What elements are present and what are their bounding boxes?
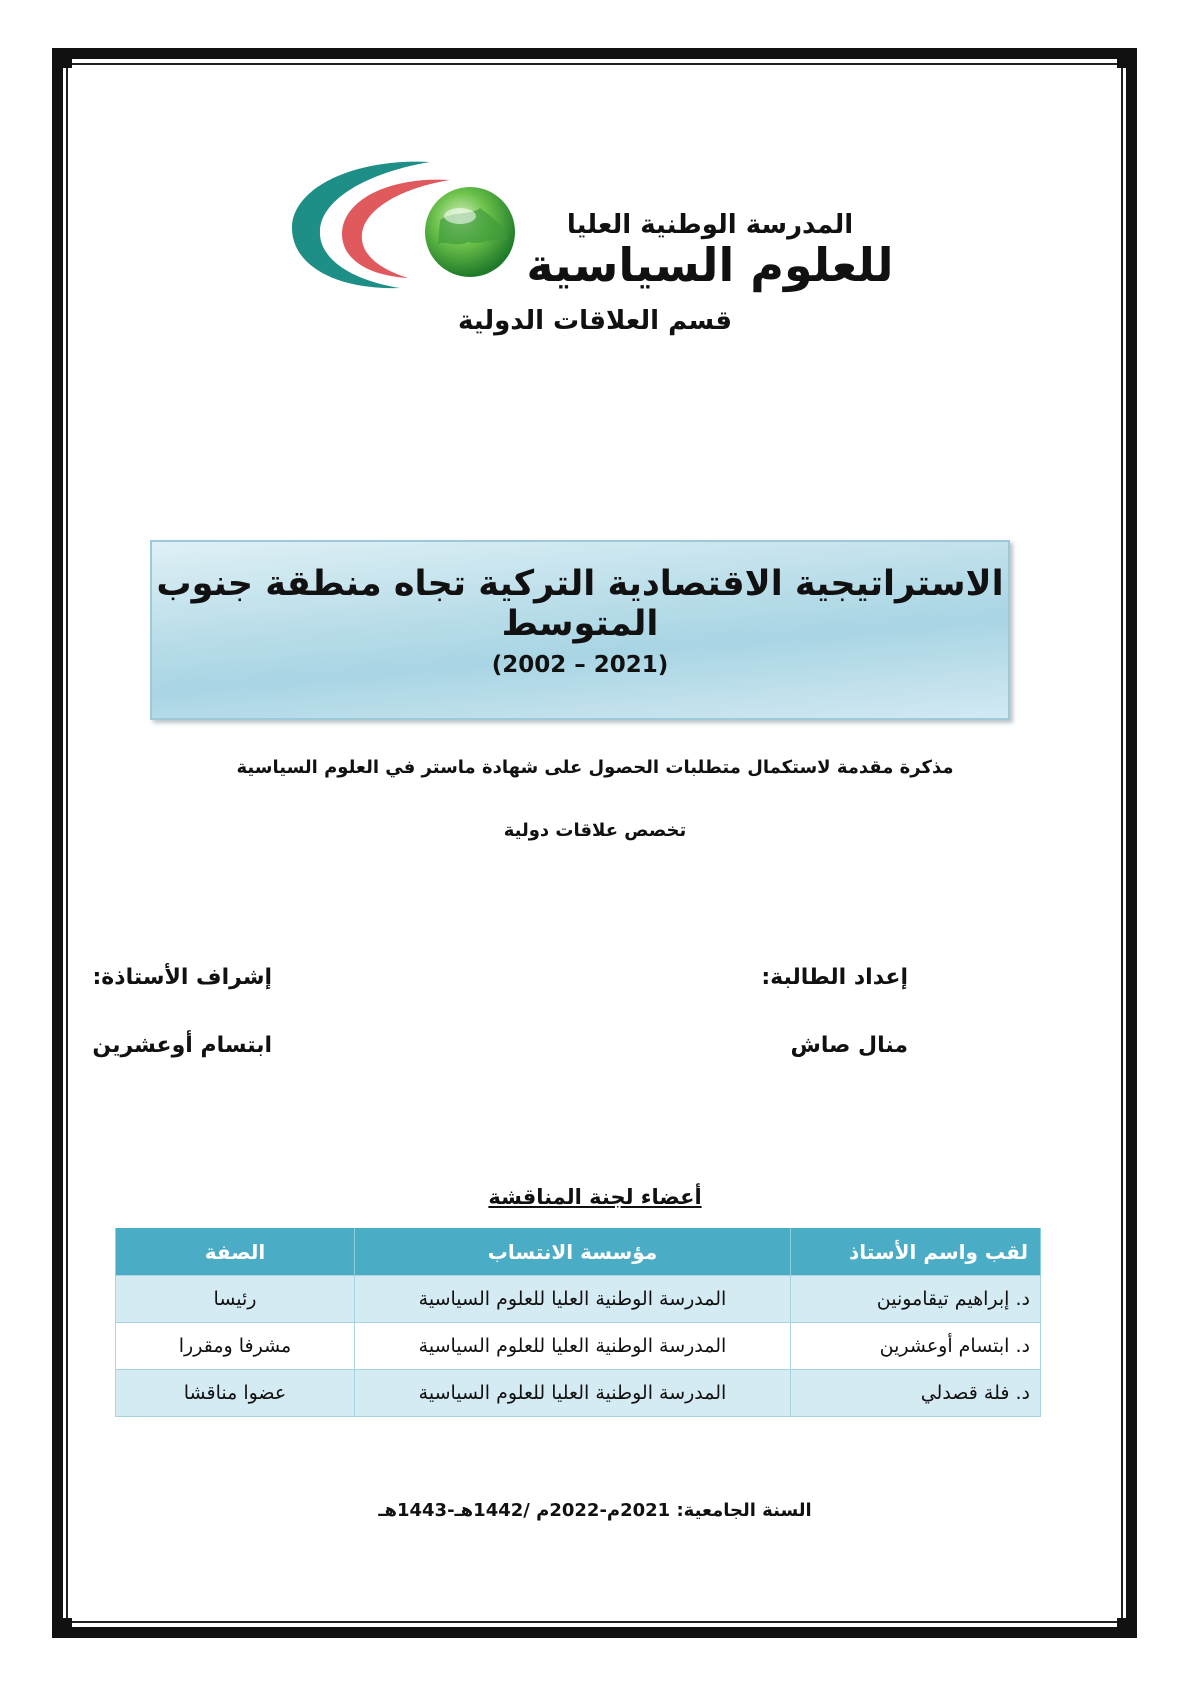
member-institution: المدرسة الوطنية العليا للعلوم السياسية — [355, 1276, 791, 1323]
border-corner — [52, 1618, 72, 1638]
table-row — [116, 1370, 1041, 1417]
header-professor-name: لقب واسم الأستاذ — [791, 1228, 1041, 1276]
table-row — [116, 1323, 1041, 1370]
header-role: الصفة — [116, 1228, 355, 1276]
member-role: عضوا مناقشا — [116, 1370, 355, 1417]
supervisor-label: إشراف الأستاذة: — [92, 965, 272, 990]
table-header-row — [116, 1228, 1041, 1276]
student-name: منال صاش — [790, 1033, 908, 1058]
member-institution: المدرسة الوطنية العليا للعلوم السياسية — [355, 1370, 791, 1417]
border-corner — [1117, 1618, 1137, 1638]
committee-title — [0, 1185, 1190, 1209]
student-label: إعداد الطالبة: — [761, 965, 908, 990]
member-name: د. إبراهيم تيقامونين — [791, 1276, 1041, 1323]
school-logo — [280, 150, 920, 300]
department-title: قسم العلاقات الدولية — [458, 306, 732, 336]
border-corner — [1117, 48, 1137, 68]
member-role: رئيسا — [116, 1276, 355, 1323]
member-role: مشرفا ومقررا — [116, 1323, 355, 1370]
header-institution: مؤسسة الانتساب — [355, 1228, 791, 1276]
specialization: تخصص علاقات دولية — [503, 820, 687, 841]
committee-table — [115, 1228, 1041, 1417]
academic-year: السنة الجامعية: 2021م-2022م /1442هـ-1443هـ — [378, 1500, 812, 1521]
table-row — [116, 1276, 1041, 1323]
border-corner — [52, 48, 72, 68]
thesis-title-box — [150, 540, 1010, 720]
thesis-title: الاستراتيجية الاقتصادية التركية تجاه منطقة جنوب المتوسط — [156, 564, 1004, 644]
memo-statement: مذكرة مقدمة لاستكمال متطلبات الحصول على شهادة ماستر في العلوم السياسية — [236, 757, 954, 778]
thesis-years: (2002 – 2021) — [491, 652, 669, 678]
committee-title-text: أعضاء لجنة المناقشة — [488, 1185, 702, 1209]
logo-text-line2: للعلوم السياسية — [526, 238, 894, 292]
supervisor-name: ابتسام أوعشرين — [92, 1033, 272, 1058]
member-name: د. فلة قصدلي — [791, 1370, 1041, 1417]
member-name: د. ابتسام أوعشرين — [791, 1323, 1041, 1370]
member-institution: المدرسة الوطنية العليا للعلوم السياسية — [355, 1323, 791, 1370]
logo-text-line1: المدرسة الوطنية العليا — [566, 210, 854, 240]
